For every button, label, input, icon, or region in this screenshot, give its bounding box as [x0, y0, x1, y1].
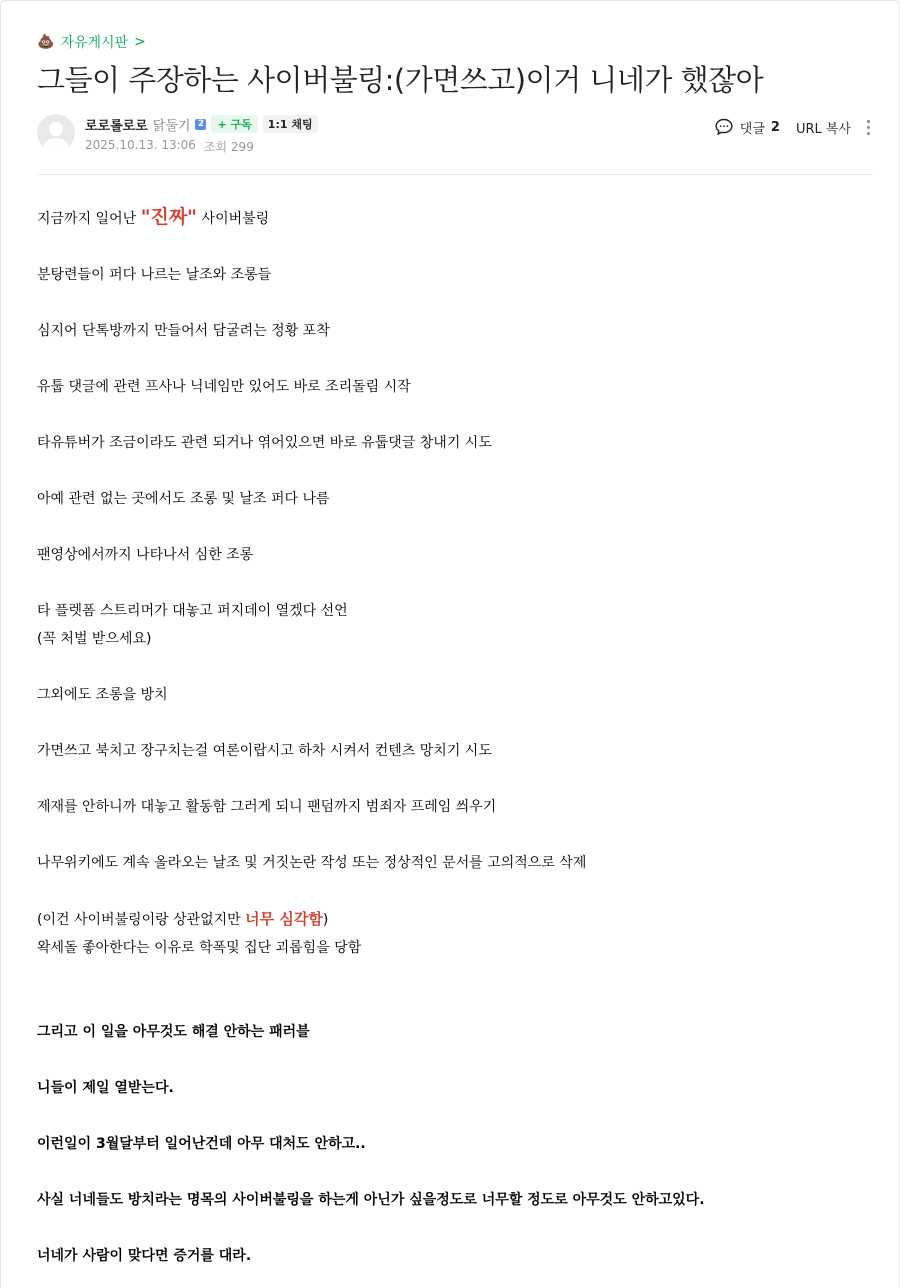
body-line-bold: 니들이 제일 열받는다. — [37, 1080, 174, 1096]
poo-icon: 💩 — [37, 34, 55, 50]
body-line: 타 플렛폼 스트리머가 대놓고 퍼지데이 열겠다 선언 — [37, 603, 348, 619]
body-line: 심지어 단톡방까지 만들어서 담굴려는 정황 포착 — [37, 323, 330, 339]
url-copy-button[interactable]: URL 복사 — [795, 121, 851, 137]
author-nickname[interactable]: 로로롤로로 — [85, 118, 148, 134]
avatar[interactable] — [37, 114, 75, 152]
body-line: 나무위키에도 계속 올라오는 날조 및 거짓논란 작성 또는 정상적인 문서를 고의적으로 삭제 — [37, 855, 587, 871]
view-count: 조회 299 — [203, 140, 254, 154]
body-line — [37, 203, 873, 233]
avatar-head-shape — [49, 122, 63, 136]
body-text: ) — [322, 912, 329, 928]
comment-count: 2 — [770, 119, 780, 135]
body-line: (꼭 처벌 받으세요) — [37, 631, 152, 647]
emphasis-text: 너무 심각함 — [245, 910, 323, 928]
body-text: 사이버불링 — [197, 211, 270, 227]
comment-button[interactable] — [714, 117, 780, 137]
more-options-icon[interactable] — [863, 117, 873, 137]
member-grade: 닭둘기 — [152, 118, 191, 134]
board-name: 자유게시판 — [60, 35, 129, 51]
post-tools — [714, 114, 873, 140]
page-title: 그들이 주장하는 사이버불링:(가면쓰고)이거 니네가 했잖아 — [37, 63, 764, 97]
body-line: 제재를 안하니까 대놓고 활동함 그러게 되니 팬덤까지 범죄자 프레임 씌우기 — [37, 799, 497, 815]
post-header — [1, 1, 899, 162]
body-line — [37, 905, 873, 934]
body-text: (이건 사이버불링이랑 상관없지만 — [37, 912, 246, 928]
grade-badge-icon: 2 — [195, 119, 206, 130]
body-line-bold: 그리고 이 일을 아무것도 해결 안하는 패러블 — [37, 1024, 310, 1040]
post-date: 2025.10.13. 13:06 — [85, 138, 196, 152]
body-line: 그외에도 조롱을 방치 — [37, 687, 168, 703]
body-line: 유툽 댓글에 관련 프사나 닉네임만 있어도 바로 조리돌림 시작 — [37, 379, 411, 395]
body-line: 가면쓰고 북치고 장구치는걸 여론이랍시고 하차 시켜서 컨텐츠 망치기 시도 — [37, 743, 492, 759]
post-meta — [37, 114, 873, 162]
board-link[interactable] — [37, 32, 146, 52]
post-info — [85, 138, 318, 155]
author-line — [85, 114, 318, 134]
body-line: 아예 관련 없는 곳에서도 조롱 및 날조 퍼다 나름 — [37, 491, 330, 507]
body-line: 팬영상에서까지 나타나서 심한 조롱 — [37, 547, 254, 563]
body-line-bold: 이런일이 3월달부터 일어난건데 아무 대처도 안하고.. — [37, 1136, 366, 1152]
emphasis-text: "진짜" — [140, 206, 198, 228]
chevron-right-icon: > — [134, 34, 146, 50]
body-line: 타유튜버가 조금이라도 관련 되거나 엮어있으면 바로 유툽댓글 창내기 시도 — [37, 435, 492, 451]
follow-button[interactable]: + 구독 — [211, 115, 257, 133]
post-body — [1, 175, 899, 1270]
comment-label: 댓글 — [739, 121, 765, 137]
author-info — [85, 114, 318, 155]
comment-bubble-icon — [714, 117, 734, 137]
avatar-body-shape — [43, 138, 69, 152]
body-line: 분탕련들이 퍼다 나르는 날조와 조롱들 — [37, 267, 272, 283]
chat-button[interactable]: 1:1 채팅 — [263, 115, 318, 133]
body-line: 왁세돌 좋아한다는 이유로 학폭및 집단 괴롭힘을 당함 — [37, 940, 362, 956]
body-text: 지금까지 일어난 — [37, 211, 141, 227]
body-line-bold: 너네가 사람이 맞다면 증거를 대라. — [37, 1248, 252, 1264]
body-line-bold: 사실 너네들도 방치라는 명목의 사이버불링을 하는게 아닌가 싶을정도로 너무할 정도로 아무것도 안하고있다. — [37, 1192, 705, 1208]
